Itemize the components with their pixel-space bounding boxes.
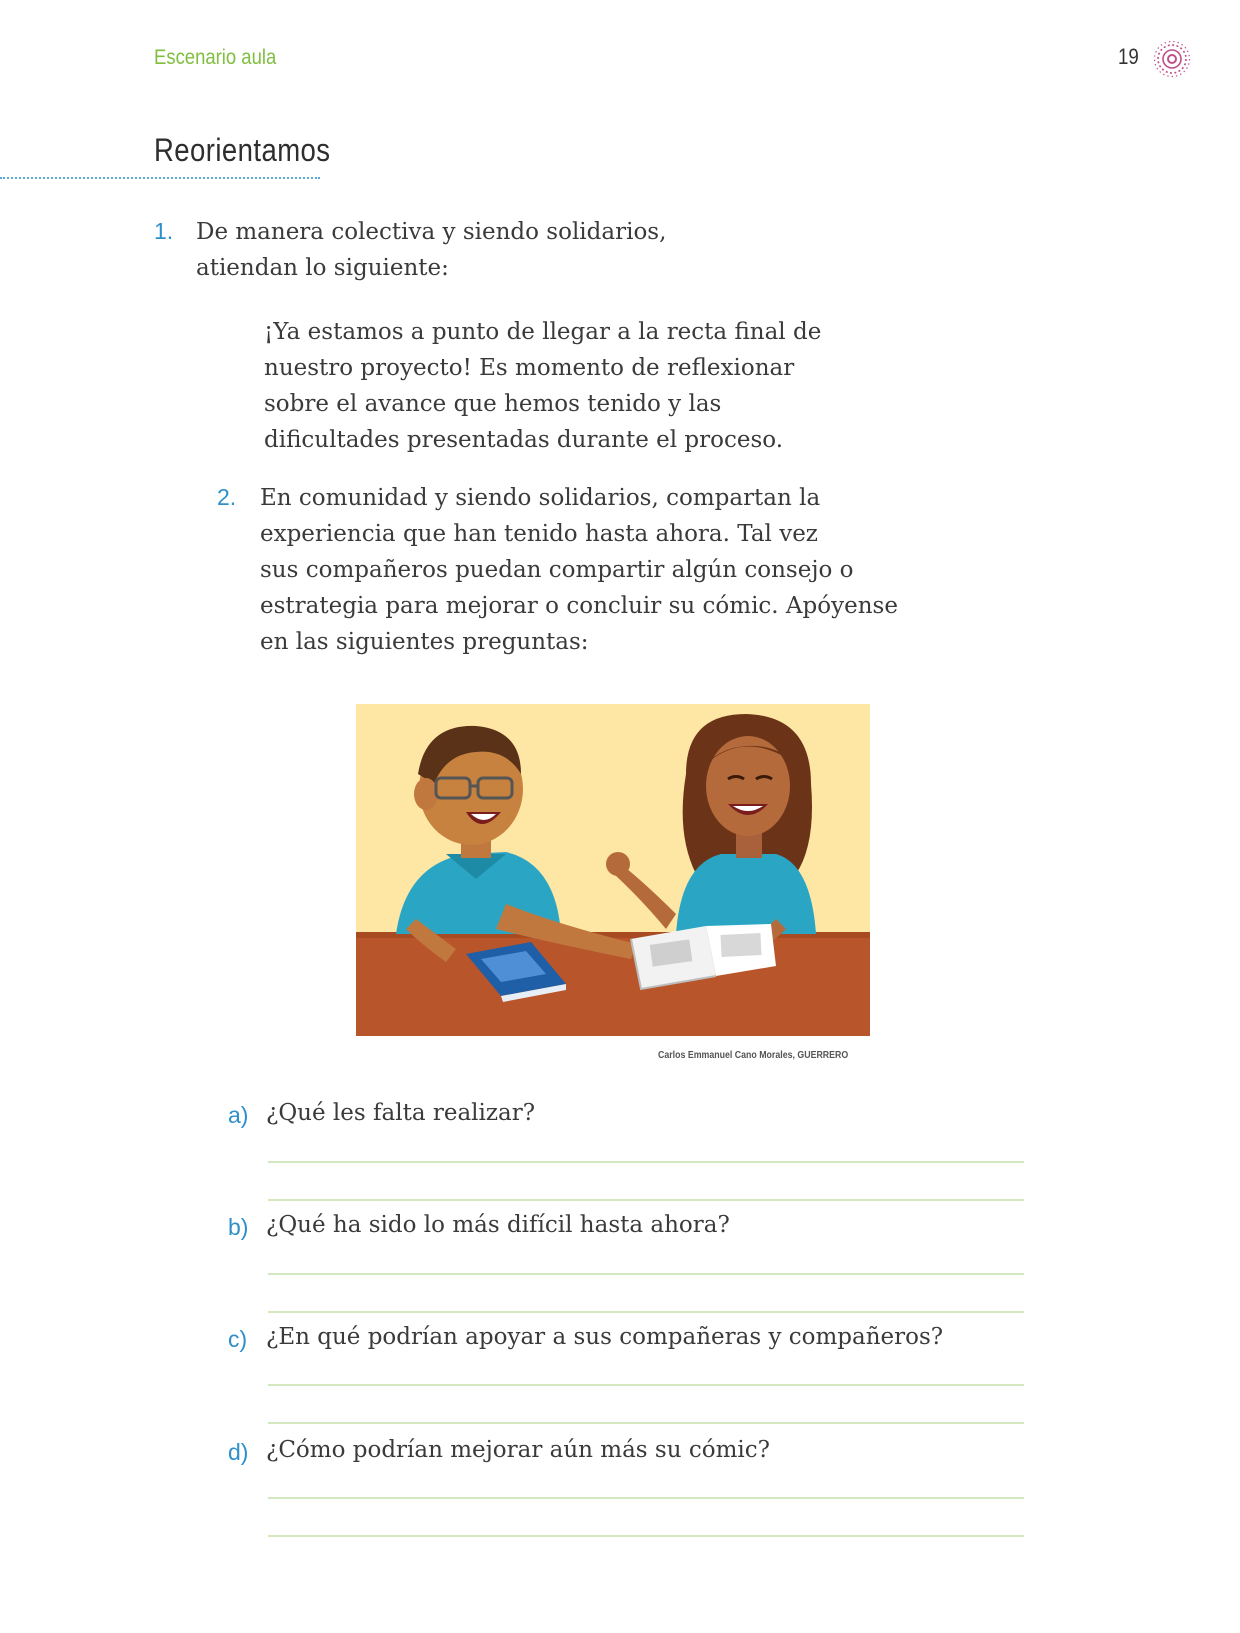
section-label: Escenario aula [154,46,277,69]
item-2-line: En comunidad y siendo solidarios, compartan la [260,485,821,511]
illustration-credit: Carlos Emmanuel Cano Morales, GUERRERO [658,1050,849,1061]
item-1-number: 1. [154,218,174,244]
question-d-letter: d) [228,1439,249,1465]
item-1-line: De manera colectiva y siendo solidarios, [196,219,667,245]
quote-line: nuestro proyecto! Es momento de reflexionar [264,355,795,381]
question-d-text: ¿Cómo podrían mejorar aún más su cómic? [266,1437,770,1463]
answer-line[interactable] [268,1311,1024,1313]
question-c-letter: c) [228,1326,248,1352]
section-title: Reorientamos [154,132,331,168]
question-a-letter: a) [228,1102,249,1128]
item-2-line: en las siguientes preguntas: [260,629,589,655]
question-b-letter: b) [228,1214,249,1240]
students-illustration [356,704,870,1036]
item-2-line: experiencia que han tenido hasta ahora. Tal vez [260,521,818,547]
item-2-number: 2. [217,484,237,510]
quote-line: sobre el avance que hemos tenido y las [264,391,722,417]
answer-line[interactable] [268,1535,1024,1537]
item-2-line: estrategia para mejorar o concluir su cómic. Apóyense [260,593,898,619]
concentric-sun-icon [1153,40,1191,78]
item-2-line: sus compañeros puedan compartir algún consejo o [260,557,854,583]
answer-line[interactable] [268,1384,1024,1386]
question-a-text: ¿Qué les falta realizar? [266,1100,536,1126]
quote-paragraph [264,314,821,458]
question-c-text: ¿En qué podrían apoyar a sus compañeras y compañeros? [266,1324,944,1350]
page-number: 19 [1118,44,1139,69]
answer-line[interactable] [268,1273,1024,1275]
quote-line: ¡Ya estamos a punto de llegar a la recta final de [264,319,822,345]
question-b-text: ¿Qué ha sido lo más difícil hasta ahora? [266,1212,730,1238]
answer-line[interactable] [268,1161,1024,1163]
item-1-line: atiendan lo siguiente: [196,255,449,281]
title-divider [0,177,320,179]
quote-line: dificultades presentadas durante el proceso. [264,427,784,453]
answer-line[interactable] [268,1199,1024,1201]
answer-line[interactable] [268,1497,1024,1499]
answer-line[interactable] [268,1422,1024,1424]
item-1-text [196,214,666,286]
item-2-text [260,480,898,660]
